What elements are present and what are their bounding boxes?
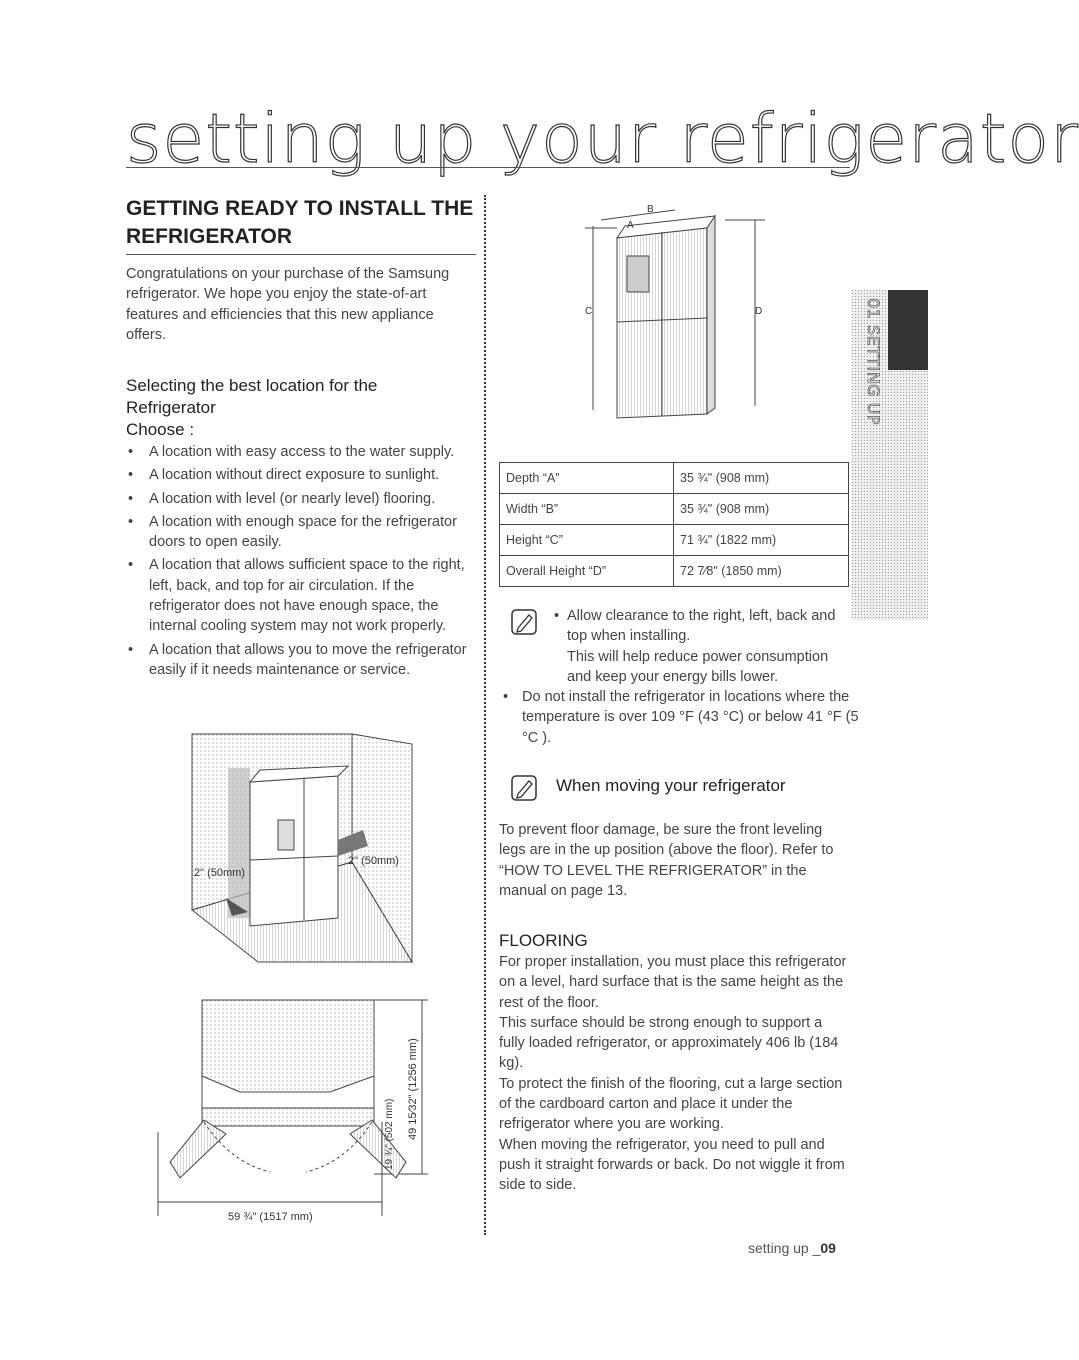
list-item: • A location without direct exposure to sunlight.: [126, 465, 478, 485]
side-tab-label: 01 SETTING UP: [864, 298, 883, 426]
flooring-paragraph: For proper installation, you must place this refrigerator on a level, hard surface that is the same height as the rest of the floor.: [499, 954, 847, 1011]
location-heading: Selecting the best location for the Refrigerator: [126, 376, 378, 417]
table-cell-value: 72 7⁄8" (1850 mm): [674, 556, 849, 587]
list-item: • A location with enough space for the refrigerator doors to open easily.: [126, 512, 478, 553]
table-row: [500, 556, 849, 587]
width-label: 59 ¾" (1517 mm): [228, 1211, 313, 1223]
flooring-paragraph: To protect the finish of the flooring, cut a large section of the cardboard carton and place it under the refrigerator where you are working.: [499, 1075, 843, 1133]
section-heading: GETTING READY TO INSTALL THE REFRIGERATOR: [126, 197, 474, 248]
footer-text: setting up _: [748, 1240, 821, 1256]
list-item: • A location that allows sufficient space to the right, left, back, and top for air circulation. If the refrigerator does not have enough space, the internal cooling system may not work properly.: [126, 555, 478, 636]
intro-paragraph: Congratulations on your purchase of the Samsung refrigerator. We hope you enjoy the state-of-art features and efficiencies that this new appliance offers.: [126, 266, 450, 343]
moving-paragraph: To prevent floor damage, be sure the front leveling legs are in the up position (above the floor). Refer to “HOW TO LEVEL THE REFRIGERATOR” in the manual on page 13.: [499, 822, 834, 899]
note-block: [522, 606, 859, 748]
note-bullet: • Allow clearance to the right, left, back and top when installing.: [522, 606, 852, 647]
table-cell-label: Height “C”: [500, 525, 674, 556]
dim-a-label: A: [627, 220, 634, 231]
page-footer: [748, 1240, 836, 1256]
list-item: • A location that allows you to move the refrigerator easily if it needs maintenance or service.: [126, 640, 478, 681]
title-rule: [126, 167, 850, 168]
dim-d-label: D: [755, 306, 763, 317]
table-cell-label: Depth “A”: [500, 463, 674, 494]
clearance-right-label: 2" (50mm): [348, 855, 399, 867]
list-item: • A location with easy access to the water supply.: [126, 442, 478, 462]
table-cell-value: 35 ¾" (908 mm): [674, 463, 849, 494]
moving-heading: When moving your refrigerator: [556, 776, 786, 795]
page-number: 09: [820, 1240, 836, 1256]
table-cell-value: 35 ¾" (908 mm): [674, 494, 849, 525]
depth-label-door: 19 ¾" (502 mm): [384, 1098, 395, 1170]
clearance-illustration: [188, 730, 416, 962]
clearance-left-label: 2" (50mm): [194, 867, 245, 879]
flooring-paragraph: When moving the refrigerator, you need to pull and push it straight forwards or back. Do not wiggle it from side to side.: [499, 1136, 845, 1194]
table-row: [500, 463, 849, 494]
choose-list: [126, 442, 478, 683]
note-bullet: • Do not install the refrigerator in locations where the temperature is over 109 °F (43 °C) or below 41 °F (5 °C ).: [500, 687, 874, 748]
table-row: [500, 525, 849, 556]
list-item: • A location with level (or nearly level) flooring.: [126, 489, 478, 509]
dimensions-illustration: [565, 198, 785, 424]
table-cell-value: 71 ¾" (1822 mm): [674, 525, 849, 556]
depth-label-total: 49 15⁄32" (1256 mm): [407, 1038, 419, 1140]
section-rule: [126, 254, 476, 255]
dim-b-label: B: [647, 204, 654, 215]
flooring-heading: FLOORING: [499, 931, 588, 950]
page-title: setting up your refrigerator: [126, 100, 1079, 179]
flooring-paragraph: This surface should be strong enough to support a fully loaded refrigerator, or approximately 406 lb (184 kg).: [499, 1014, 839, 1072]
flooring-paragraphs: [499, 952, 851, 1196]
choose-label: Choose :: [126, 420, 195, 439]
dimensions-table: [499, 462, 849, 587]
table-row: [500, 494, 849, 525]
table-cell-label: Width “B”: [500, 494, 674, 525]
dim-c-label: C: [585, 306, 593, 317]
note-pencil-icon: [510, 773, 540, 803]
top-view-diagram: [150, 992, 432, 1222]
column-divider: [484, 195, 486, 1235]
table-cell-label: Overall Height “D”: [500, 556, 674, 587]
note-bullet-continuation: This will help reduce power consumption and keep your energy bills lower.: [567, 648, 829, 685]
